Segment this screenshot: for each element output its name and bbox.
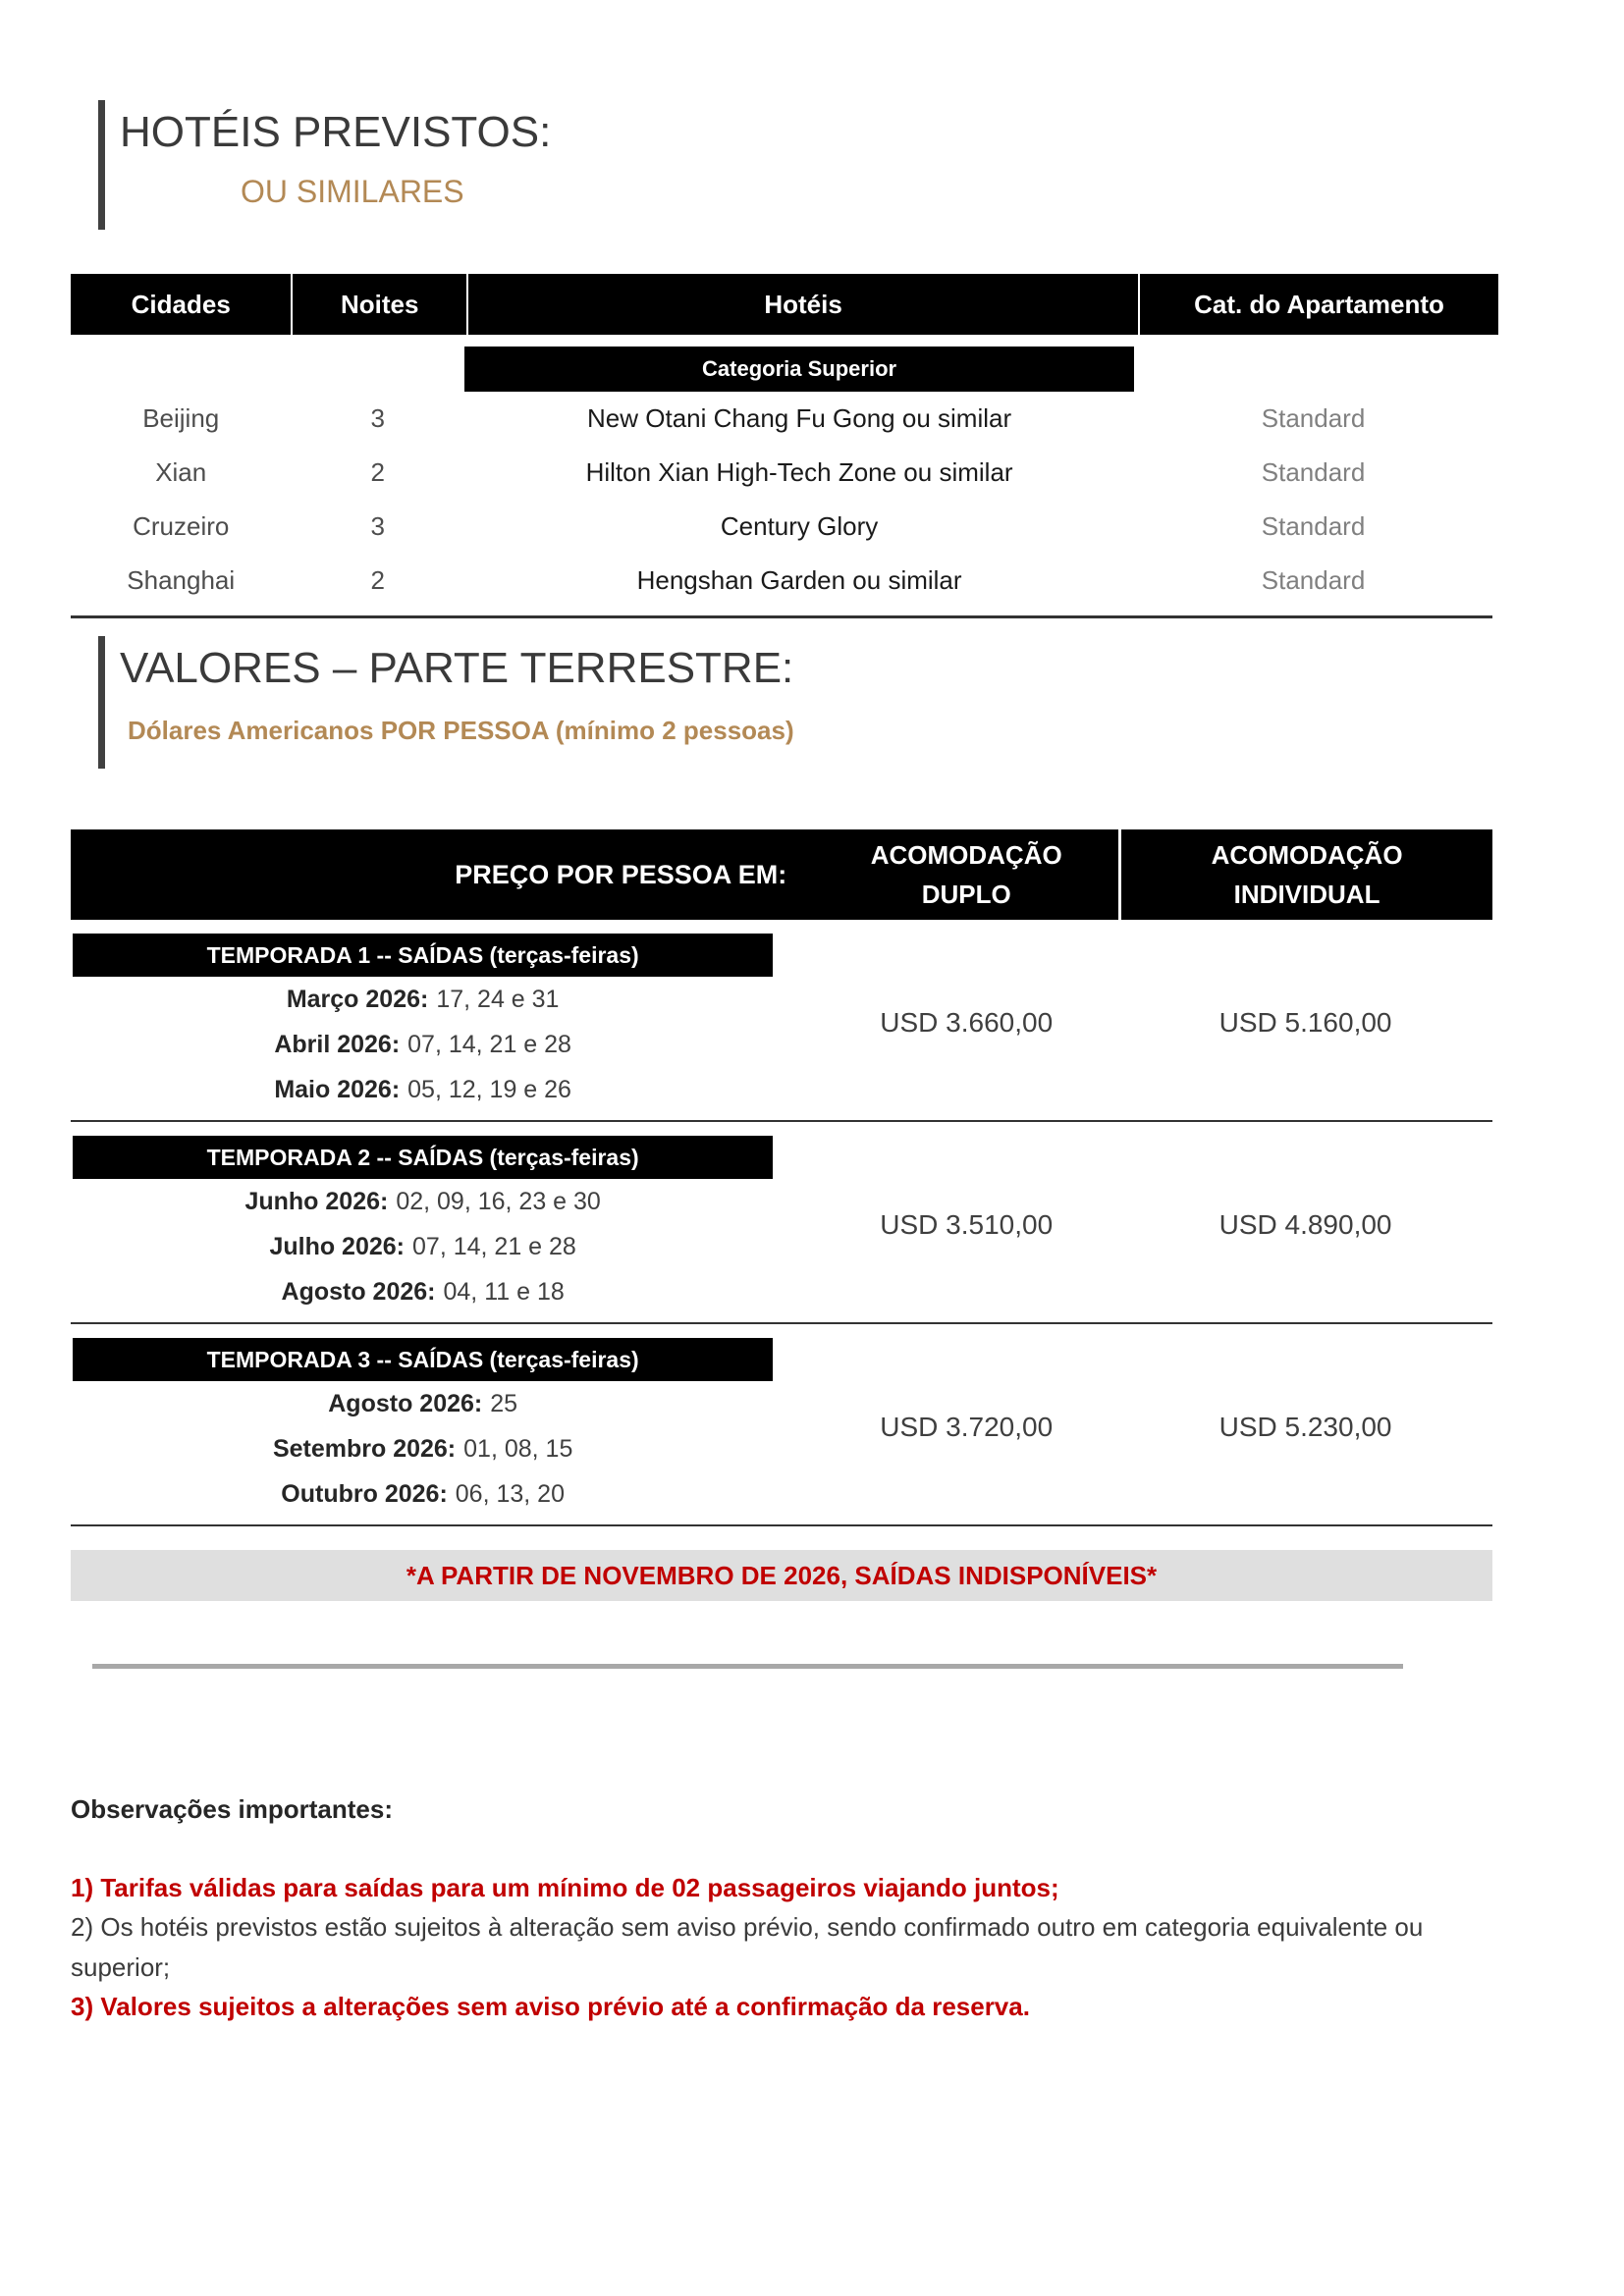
room-category-cell: Standard	[1261, 511, 1366, 541]
header-price-per-person: PREÇO POR PESSOA EM:	[455, 859, 787, 889]
room-category-cell: Standard	[1261, 457, 1366, 487]
departure-month: Julho 2026:	[269, 1232, 406, 1260]
departure-month: Maio 2026:	[274, 1075, 401, 1103]
hotel-cell: Hengshan Garden ou similar	[636, 565, 962, 595]
header-single-occupancy	[1118, 829, 1492, 920]
category-superior-banner: Categoria Superior	[464, 347, 1134, 392]
city-cell: Beijing	[142, 403, 220, 433]
departure-dates: 04, 11 e 18	[443, 1277, 565, 1306]
departure-month: Abril 2026:	[274, 1030, 401, 1058]
departure-dates: 01, 08, 15	[463, 1434, 573, 1463]
header-noites: Noites	[293, 274, 466, 335]
header-double-line2: DUPLO	[921, 880, 1011, 909]
header-double-line1: ACOMODAÇÃO	[870, 839, 1062, 870]
hotel-cell: Century Glory	[720, 511, 879, 541]
hotels-section-subtitle: OU SIMILARES	[241, 173, 464, 209]
values-section-title: VALORES – PARTE TERRESTRE:	[120, 644, 794, 692]
season-2-banner: TEMPORADA 2 -- SAÍDAS (terças-feiras)	[73, 1136, 773, 1179]
note-2: 2) Os hotéis previstos estão sujeitos à alteração sem aviso prévio, sendo confirmado outro em categoria equivalente ou superior;	[71, 1912, 1424, 1982]
header-double-occupancy	[814, 829, 1118, 920]
departure-dates: 07, 14, 21 e 28	[412, 1232, 576, 1260]
season-2-row	[71, 1122, 1492, 1324]
departure-month: Agosto 2026:	[281, 1277, 436, 1306]
departure-line	[73, 1269, 773, 1314]
city-cell: Cruzeiro	[133, 511, 230, 541]
hotels-section-title: HOTÉIS PREVISTOS:	[120, 108, 552, 156]
departure-line	[73, 1471, 773, 1517]
hotels-table-header	[71, 274, 1492, 335]
header-hoteis: Hotéis	[468, 274, 1138, 335]
note-3: 3) Valores sujeitos a alterações sem aviso prévio até a confirmação da reserva.	[71, 1991, 1030, 2021]
header-cidades: Cidades	[71, 274, 291, 335]
single-price: USD 4.890,00	[1218, 1209, 1392, 1240]
header-single-line1: ACOMODAÇÃO	[1211, 839, 1403, 870]
departure-month: Março 2026:	[286, 985, 429, 1013]
departure-line	[73, 1179, 773, 1224]
departure-line	[73, 977, 773, 1022]
observations-section	[71, 1794, 1492, 2026]
departure-dates: 07, 14, 21 e 28	[407, 1030, 571, 1058]
pricing-table-header	[71, 829, 1492, 920]
city-cell: Shanghai	[127, 565, 236, 595]
nights-cell: 2	[370, 565, 385, 595]
availability-notice-banner: *A PARTIR DE NOVEMBRO DE 2026, SAÍDAS INDISPONÍVEIS*	[71, 1550, 1492, 1601]
departure-month: Outubro 2026:	[281, 1479, 448, 1508]
nights-cell: 2	[370, 457, 385, 487]
observations-title: Observações importantes:	[71, 1794, 394, 1824]
single-price: USD 5.160,00	[1218, 1007, 1392, 1038]
note-1: 1) Tarifas válidas para saídas para um mínimo de 02 passageiros viajando juntos;	[71, 1873, 1059, 1902]
double-price: USD 3.660,00	[880, 1007, 1054, 1038]
departure-line	[73, 1381, 773, 1426]
departure-line	[73, 1426, 773, 1471]
hotels-section-header	[98, 100, 1492, 230]
header-single-line2: INDIVIDUAL	[1233, 880, 1380, 909]
season-3-row	[71, 1324, 1492, 1526]
values-section-subtitle: Dólares Americanos POR PESSOA (mínimo 2 pessoas)	[128, 715, 794, 745]
accent-bar	[98, 636, 105, 769]
room-category-cell: Standard	[1261, 403, 1366, 433]
departure-month: Junho 2026:	[244, 1187, 389, 1215]
departure-line	[73, 1224, 773, 1269]
document-page	[71, 0, 1492, 2026]
departure-dates: 02, 09, 16, 23 e 30	[396, 1187, 601, 1215]
room-category-cell: Standard	[1261, 565, 1366, 595]
departure-dates: 17, 24 e 31	[436, 985, 560, 1013]
departure-line	[73, 1022, 773, 1067]
season-1-row	[71, 920, 1492, 1122]
header-categoria-apartamento: Cat. do Apartamento	[1140, 274, 1498, 335]
city-cell: Xian	[155, 457, 207, 487]
departure-month: Agosto 2026:	[328, 1389, 483, 1417]
departure-dates: 05, 12, 19 e 26	[407, 1075, 571, 1103]
hotels-table	[71, 274, 1492, 618]
departure-dates: 25	[490, 1389, 518, 1417]
table-row	[71, 554, 1492, 608]
table-row	[71, 392, 1492, 446]
hotel-cell: Hilton Xian High-Tech Zone ou similar	[585, 457, 1013, 487]
pricing-table	[71, 829, 1492, 1526]
single-price: USD 5.230,00	[1218, 1412, 1392, 1442]
values-section-header	[98, 636, 1492, 769]
hotel-cell: New Otani Chang Fu Gong ou similar	[587, 403, 1012, 433]
departure-line	[73, 1067, 773, 1112]
double-price: USD 3.510,00	[880, 1209, 1054, 1240]
nights-cell: 3	[370, 511, 385, 541]
section-divider	[92, 1664, 1403, 1669]
accent-bar	[98, 100, 105, 230]
table-row	[71, 446, 1492, 500]
season-1-banner: TEMPORADA 1 -- SAÍDAS (terças-feiras)	[73, 934, 773, 977]
table-row	[71, 500, 1492, 554]
category-banner-row	[71, 347, 1492, 392]
nights-cell: 3	[370, 403, 385, 433]
season-3-banner: TEMPORADA 3 -- SAÍDAS (terças-feiras)	[73, 1338, 773, 1381]
departure-month: Setembro 2026:	[272, 1434, 457, 1463]
departure-dates: 06, 13, 20	[455, 1479, 565, 1508]
double-price: USD 3.720,00	[880, 1412, 1054, 1442]
